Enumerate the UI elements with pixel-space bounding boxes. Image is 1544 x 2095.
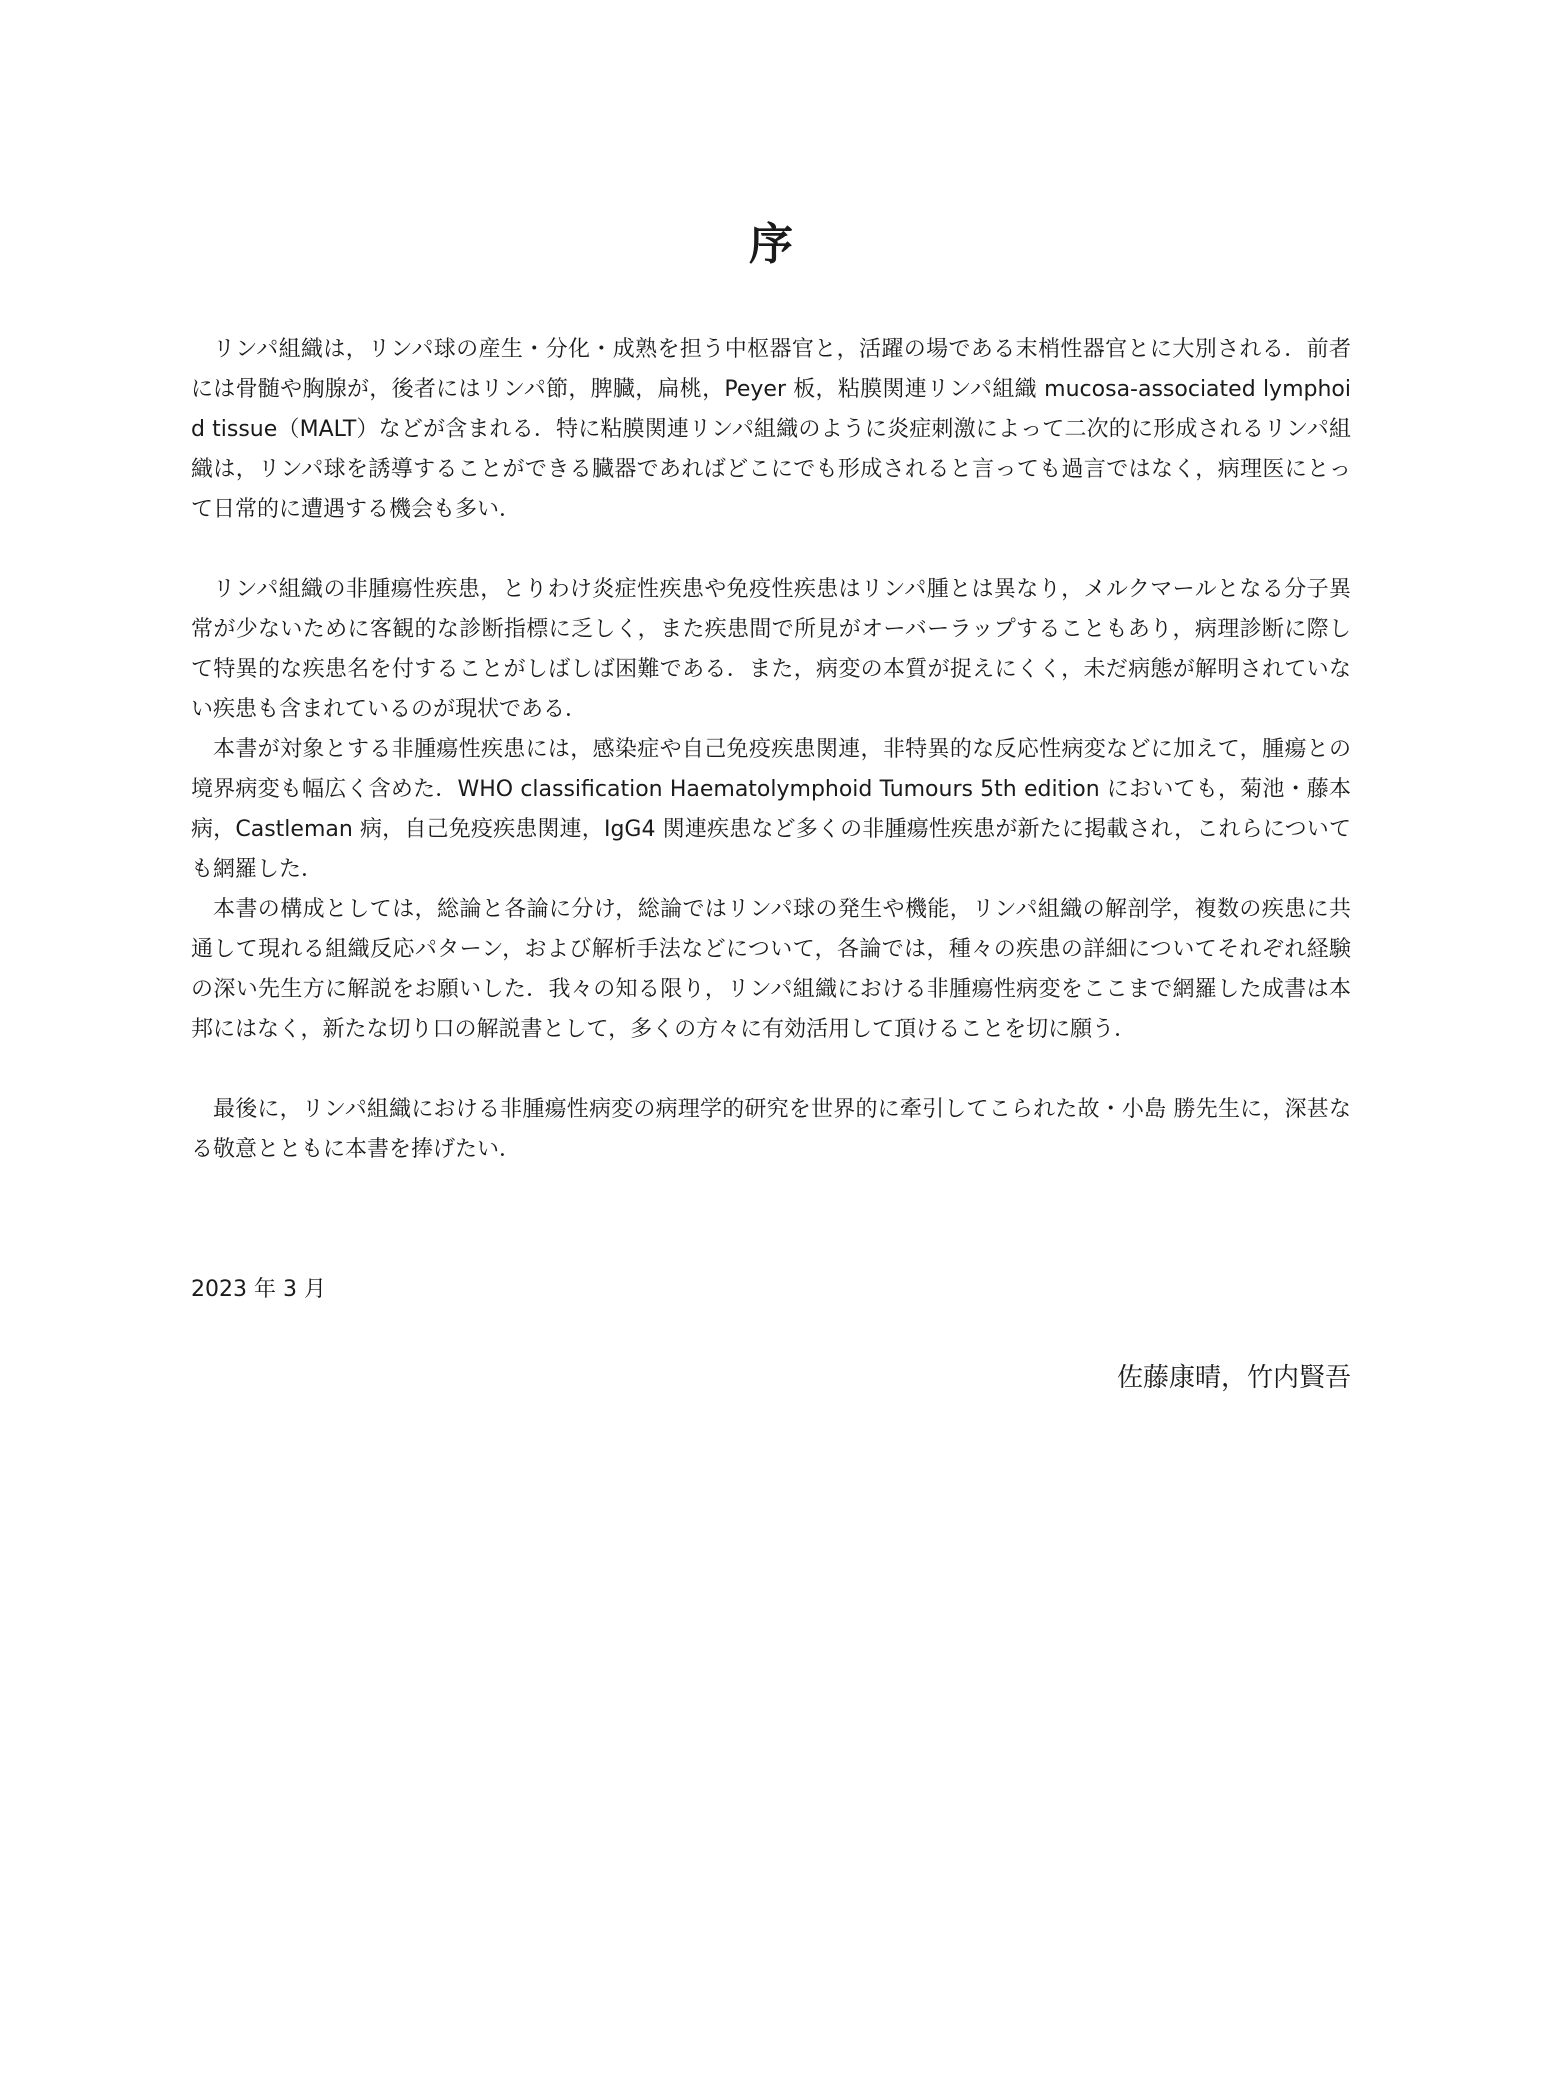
author-signature: 佐藤康晴，竹内賢吾 (1116, 1363, 1351, 1393)
paragraph-5: 最後に，リンパ組織における非腫瘍性病変の病理学的研究を世界的に牽引してこられた故・小島 勝先生に，深甚なる敬意とともに本書を捧げたい． (191, 1097, 1351, 1162)
date-line: 2023 年 3 月 (191, 1277, 326, 1302)
paragraph-1: リンパ組織は，リンパ球の産生・分化・成熟を担う中枢器官と，活躍の場である末梢性器官とに大別される．前者には骨髄や胸腺が，後者にはリンパ節，脾臓，扁桃，Peyer 板，粘膜関連リンパ組織 mucosa-associated lymphoid tissue（MALT）などが含まれる．特に粘膜関連リンパ組織のように炎症刺激によって二次的に形成されるリンパ組織は，リンパ球を誘導することができる臓器であればどこにでも形成されると言っても過言ではなく，病理医にとって日常的に遭遇する機会も多い． (191, 337, 1351, 522)
preface-body (191, 330, 1351, 1170)
paragraph-3: 本書が対象とする非腫瘍性疾患には，感染症や自己免疫疾患関連，非特異的な反応性病変などに加えて，腫瘍との境界病変も幅広く含めた．WHO classification Haematolymphoid Tumours 5th edition においても，菊池・藤本病，Castleman 病，自己免疫疾患関連，IgG4 関連疾患など多くの非腫瘍性疾患が新たに掲載され，これらについても網羅した． (191, 737, 1351, 882)
page-title: 序 (749, 219, 795, 270)
paragraph-4: 本書の構成としては，総論と各論に分け，総論ではリンパ球の発生や機能，リンパ組織の解剖学，複数の疾患に共通して現れる組織反応パターン，および解析手法などについて，各論では，種々の疾患の詳細についてそれぞれ経験の深い先生方に解説をお願いした．我々の知る限り，リンパ組織における非腫瘍性病変をここまで網羅した成書は本邦にはなく，新たな切り口の解説書として，多くの方々に有効活用して頂けることを切に願う． (191, 897, 1351, 1042)
paragraph-2: リンパ組織の非腫瘍性疾患，とりわけ炎症性疾患や免疫性疾患はリンパ腫とは異なり，メルクマールとなる分子異常が少ないために客観的な診断指標に乏しく，また疾患間で所見がオーバーラップすることもあり，病理診断に際して特異的な疾患名を付することがしばしば困難である．また，病変の本質が捉えにくく，未だ病態が解明されていない疾患も含まれているのが現状である． (191, 577, 1351, 722)
